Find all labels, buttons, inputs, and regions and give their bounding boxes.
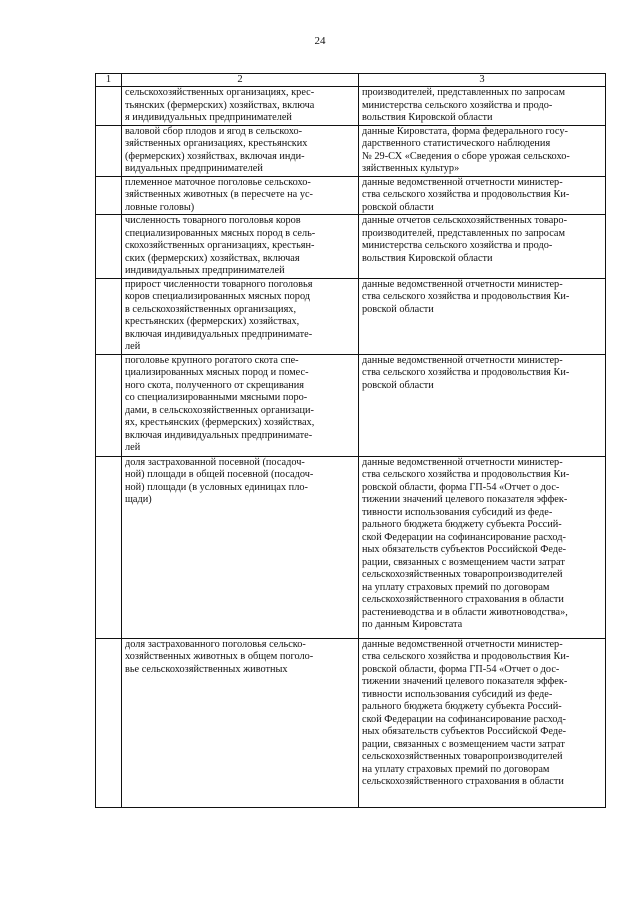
indicator-cell: прирост численности товарного поголовья коров специализированных мясных пород в сельскохозяйственных организациях, крестьянских (фермерских) хозяйствах, включая индивидуальных предпринимате- лей (122, 278, 359, 354)
indicator-cell: поголовье крупного рогатого скота спе- циализированных мясных пород и помес- ного скота, полученного от скрещивания со специализированными мясными поро- дами, в сельскохозяйственных организаци- ях, крестьянских (фермерских) хозяйствах, включая индивидуальных предпринимате- лей (122, 354, 359, 456)
indicator-cell: сельскохозяйственных организациях, крес- тьянских (фермерских) хозяйствах, включа я индивидуальных предпринимателей (122, 87, 359, 126)
source-cell: данные ведомственной отчетности министер- ства сельского хозяйства и продовольствия Ки- ровской области, форма ГП-54 «Отчет о дос- тижении значений целевого показателя эффек- тивности использования субсидий из феде- рального бюджета бюджету субъекта Россий- ской Федерации на софинансирование расход- ных обязательств субъектов Российской Феде- рации, связанных с возмещением части затрат сельскохозяйственных товаропроизводителей на уплату страховых премий по договорам сельскохозяйственного страхования в области растениеводства и в области животноводства», по данным Кировстата (359, 456, 606, 638)
row-number-cell (96, 638, 122, 807)
table-row (96, 456, 606, 638)
indicators-table (95, 73, 606, 808)
table-row (96, 87, 606, 126)
indicator-cell: валовой сбор плодов и ягод в сельскохо- зяйственных организациях, крестьянских (фермерских) хозяйствах, включая инди- видуальных предпринимателей (122, 125, 359, 176)
page-number: 24 (314, 35, 326, 47)
table-row (96, 354, 606, 456)
row-number-cell (96, 215, 122, 279)
row-number-cell (96, 176, 122, 215)
row-number-cell (96, 456, 122, 638)
row-number-cell (96, 125, 122, 176)
column-header-2: 2 (122, 74, 359, 87)
table-row (96, 638, 606, 807)
row-number-cell (96, 278, 122, 354)
source-cell: данные ведомственной отчетности министер- ства сельского хозяйства и продовольствия Ки- ровской области (359, 176, 606, 215)
source-cell: данные отчетов сельскохозяйственных товаро- производителей, представленных по запросам министерства сельского хозяйства и продо- вольствия Кировской области (359, 215, 606, 279)
table-row (96, 215, 606, 279)
table-row (96, 278, 606, 354)
indicator-cell: племенное маточное поголовье сельскохо- зяйственных животных (в пересчете на ус- ловные головы) (122, 176, 359, 215)
table-row (96, 125, 606, 176)
source-cell: данные ведомственной отчетности министер- ства сельского хозяйства и продовольствия Ки- ровской области (359, 278, 606, 354)
table-row (96, 176, 606, 215)
source-cell: производителей, представленных по запросам министерства сельского хозяйства и продо- вольствия Кировской области (359, 87, 606, 126)
column-header-3: 3 (359, 74, 606, 87)
indicator-cell: доля застрахованного поголовья сельско- хозяйственных животных в общем поголо- вье сельскохозяйственных животных (122, 638, 359, 807)
row-number-cell (96, 354, 122, 456)
table-header-row (96, 74, 606, 87)
row-number-cell (96, 87, 122, 126)
source-cell: данные Кировстата, форма федерального госу- дарственного статистического наблюдения № 29-СХ «Сведения о сборе урожая сельскохо- зяйственных культур» (359, 125, 606, 176)
source-cell: данные ведомственной отчетности министер- ства сельского хозяйства и продовольствия Ки- ровской области, форма ГП-54 «Отчет о дос- тижении значений целевого показателя эффек- тивности использования субсидий из феде- рального бюджета бюджету субъекта Россий- ской Федерации на софинансирование расход- ных обязательств субъектов Российской Феде- рации, связанных с возмещением части затрат сельскохозяйственных товаропроизводителей на уплату страховых премий по договорам сельскохозяйственного страхования в области (359, 638, 606, 807)
source-cell: данные ведомственной отчетности министер- ства сельского хозяйства и продовольствия Ки- ровской области (359, 354, 606, 456)
indicator-cell: доля застрахованной посевной (посадоч- ной) площади в общей посевной (посадоч- ной) площади (в условных единицах пло- щади) (122, 456, 359, 638)
indicator-cell: численность товарного поголовья коров специализированных мясных пород в сель- скохозяйственных организациях, крестьян- ских (фермерских) хозяйствах, включая индивидуальных предпринимателей (122, 215, 359, 279)
column-header-1: 1 (96, 74, 122, 87)
